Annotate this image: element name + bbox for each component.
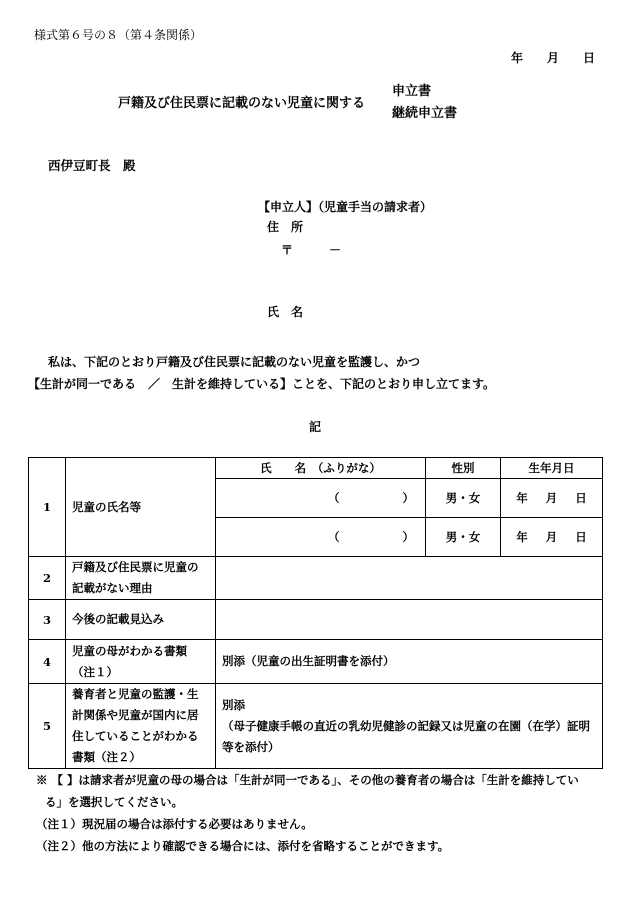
attachment-note-5-line2: （母子健康手帳の直近の乳幼児健診の記録又は児童の在園（在学）証明等を添付） <box>222 718 590 754</box>
child-name-field[interactable] <box>216 518 426 557</box>
row-label: 児童の氏名等 <box>66 458 216 557</box>
column-header-sex: 性別 <box>426 458 501 479</box>
dob-field[interactable]: 年 月 日 <box>501 479 603 518</box>
column-header-name: 氏 名 （ふりがな） <box>216 458 426 479</box>
row-label: 養育者と児童の監護・生計関係や児童が国内に居住していることがわかる書類（注２） <box>66 684 216 769</box>
statement-line-2: 【生計が同一である ／ 生計を維持している】ことを、下記のとおり申し立てます。 <box>28 377 496 391</box>
reason-field[interactable] <box>216 557 603 600</box>
note-asterisk-2: る」を選択してください。 <box>45 795 183 809</box>
column-header-dob: 生年月日 <box>501 458 603 479</box>
title-option-application: 申立書 <box>392 84 432 99</box>
attachment-note-5 <box>216 684 603 769</box>
row-label: 今後の記載見込み <box>66 600 216 640</box>
attachment-note-4: 別添（児童の出生証明書を添付） <box>216 640 603 684</box>
postal-code-field[interactable]: 〒 － <box>281 243 342 257</box>
applicant-heading: 【申立人】（児童手当の請求者） <box>258 200 433 214</box>
date-field: 年 月 日 <box>511 51 596 65</box>
title-option-continuation: 継続申立書 <box>392 106 458 121</box>
sex-select[interactable]: 男・女 <box>426 479 501 518</box>
note-1: （注１）現況届の場合は添付する必要はありません。 <box>36 817 313 831</box>
paren-close: ） <box>402 491 414 505</box>
prospect-field[interactable] <box>216 600 603 640</box>
statement-line-1: 私は、下記のとおり戸籍及び住民票に記載のない児童を監護し、かつ <box>48 355 421 369</box>
row-number: 5 <box>29 684 66 769</box>
dob-field[interactable]: 年 月 日 <box>501 518 603 557</box>
sex-select[interactable]: 男・女 <box>426 518 501 557</box>
address-label: 住 所 <box>267 220 304 234</box>
row-number: 2 <box>29 557 66 600</box>
form-number: 様式第６号の８（第４条関係） <box>34 28 203 42</box>
ki-label: 記 <box>309 420 322 434</box>
recipient: 西伊豆町長 殿 <box>48 158 136 173</box>
row-label: 戸籍及び住民票に児童の記載がない理由 <box>66 557 216 600</box>
paren-open: （ <box>328 530 340 544</box>
row-number: 3 <box>29 600 66 640</box>
child-name-field[interactable] <box>216 479 426 518</box>
note-2: （注２）他の方法により確認できる場合には、添付を省略することができます。 <box>36 839 450 853</box>
paren-open: （ <box>328 491 340 505</box>
row-number: 4 <box>29 640 66 684</box>
row-label: 児童の母がわかる書類（注１） <box>66 640 216 684</box>
note-asterisk-1: ※ 【 】は請求者が児童の母の場合は「生計が同一である」、その他の養育者の場合は「生計を維持してい <box>36 773 579 787</box>
application-table <box>28 457 603 769</box>
row-number: 1 <box>29 458 66 557</box>
paren-close: ） <box>402 530 414 544</box>
document-title: 戸籍及び住民票に記載のない児童に関する <box>118 96 366 111</box>
name-label: 氏 名 <box>267 305 304 319</box>
attachment-note-5-line1: 別添 <box>222 697 245 712</box>
